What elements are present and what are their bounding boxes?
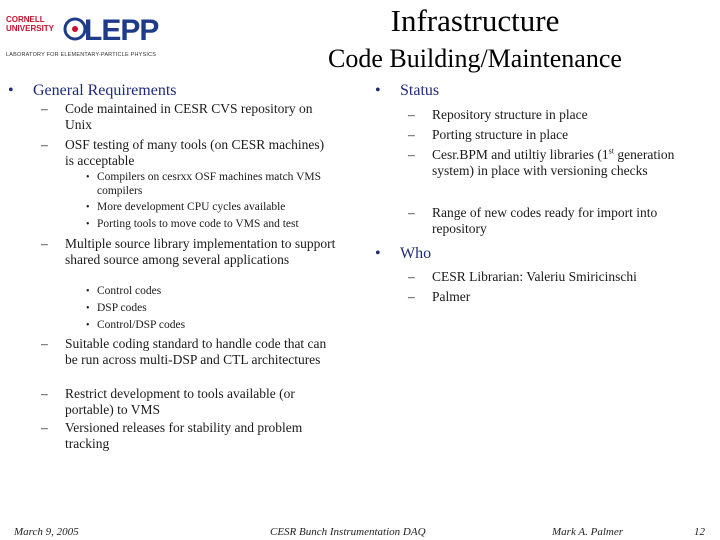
item-text-pre: Cesr.BPM and utiltiy libraries (1 bbox=[432, 147, 609, 162]
sub-list-item bbox=[86, 218, 357, 232]
item-text: Suitable coding standard to handle code that can be run across multi-DSP and CTL architectures bbox=[65, 336, 327, 367]
item-text: Porting structure in place bbox=[432, 127, 569, 142]
sub-bullet: • bbox=[86, 172, 90, 183]
list-item bbox=[41, 137, 325, 168]
lab-name: LABORATORY FOR ELEMENTARY-PARTICLE PHYSICS bbox=[6, 52, 157, 58]
item-text: Code maintained in CESR CVS repository on Unix bbox=[65, 101, 313, 132]
heading-text: Who bbox=[400, 245, 432, 262]
heading-text: General Requirements bbox=[33, 82, 177, 99]
dash: – bbox=[41, 236, 48, 251]
heading-status bbox=[375, 82, 600, 100]
item-text: Restrict development to tools available (or portable) to VMS bbox=[65, 386, 295, 417]
sub-list-item bbox=[86, 285, 297, 299]
who-item bbox=[408, 269, 717, 285]
dash: – bbox=[41, 137, 48, 152]
item-text: Versioned releases for stability and problem tracking bbox=[65, 420, 303, 451]
item-text: CESR Librarian: Valeriu Smiricinschi bbox=[432, 269, 637, 284]
list-item bbox=[41, 101, 335, 132]
lepp-wordmark: LEPP bbox=[84, 14, 159, 47]
bullet: • bbox=[8, 82, 14, 99]
heading-who bbox=[375, 245, 600, 263]
status-item bbox=[408, 127, 712, 143]
slide-subtitle: Code Building/Maintenance bbox=[328, 44, 622, 73]
item-text: Multiple source library implementation to support shared source among several applications bbox=[65, 236, 336, 267]
status-item bbox=[408, 205, 712, 236]
status-item bbox=[408, 146, 687, 178]
lepp-logo bbox=[4, 12, 174, 62]
item-text-post: generation system) in place with versioning checks bbox=[432, 147, 675, 178]
heading-text: Status bbox=[400, 82, 440, 99]
dash: – bbox=[41, 386, 48, 401]
sub-bullet: • bbox=[86, 219, 90, 230]
dash: – bbox=[41, 101, 48, 116]
footer-author: Mark A. Palmer bbox=[552, 526, 623, 538]
sub-bullet: • bbox=[86, 303, 90, 314]
footer-date: March 9, 2005 bbox=[14, 526, 79, 538]
dash: – bbox=[408, 289, 415, 304]
sub-bullet: • bbox=[86, 286, 90, 297]
status-item bbox=[408, 107, 712, 123]
bullet: • bbox=[375, 82, 381, 99]
item-text: Range of new codes ready for import into repository bbox=[432, 205, 658, 236]
sub-item-text: Control/DSP codes bbox=[97, 319, 186, 331]
sub-item-text: DSP codes bbox=[97, 302, 147, 314]
cornell-wordmark-line1: CORNELL bbox=[6, 15, 45, 24]
heading-general-requirements bbox=[8, 82, 333, 100]
slide-title: Infrastructure bbox=[390, 3, 560, 38]
item-text-sup: st bbox=[608, 146, 614, 156]
dash: – bbox=[408, 107, 415, 122]
dash: – bbox=[408, 205, 415, 220]
dash: – bbox=[408, 127, 415, 142]
item-text: Palmer bbox=[432, 289, 471, 304]
list-item bbox=[41, 236, 340, 267]
sub-item-text: Compilers on cesrxx OSF machines match VMS compilers bbox=[97, 171, 322, 197]
sub-item-text: More development CPU cycles available bbox=[97, 201, 286, 213]
dash: – bbox=[41, 420, 48, 435]
sub-item-text: Porting tools to move code to VMS and test bbox=[97, 218, 299, 230]
who-item bbox=[408, 289, 712, 305]
sub-item-text: Control codes bbox=[97, 285, 162, 297]
sub-list-item bbox=[86, 319, 297, 333]
sub-list-item bbox=[86, 171, 347, 198]
list-item bbox=[41, 336, 340, 367]
footer-page-number: 12 bbox=[694, 526, 705, 538]
footer-event: CESR Bunch Instrumentation DAQ bbox=[270, 526, 426, 538]
dash: – bbox=[41, 336, 48, 351]
item-text: Repository structure in place bbox=[432, 107, 588, 122]
list-item bbox=[41, 386, 340, 417]
sub-list-item bbox=[86, 201, 347, 215]
dash: – bbox=[408, 147, 415, 162]
sub-list-item bbox=[86, 302, 297, 316]
item-text: OSF testing of many tools (on CESR machines) is acceptable bbox=[65, 137, 325, 168]
bullet: • bbox=[375, 245, 381, 262]
sub-bullet: • bbox=[86, 320, 90, 331]
sub-bullet: • bbox=[86, 202, 90, 213]
list-item bbox=[41, 420, 315, 451]
dash: – bbox=[408, 269, 415, 284]
cornell-wordmark-line2: UNIVERSITY bbox=[6, 24, 55, 33]
